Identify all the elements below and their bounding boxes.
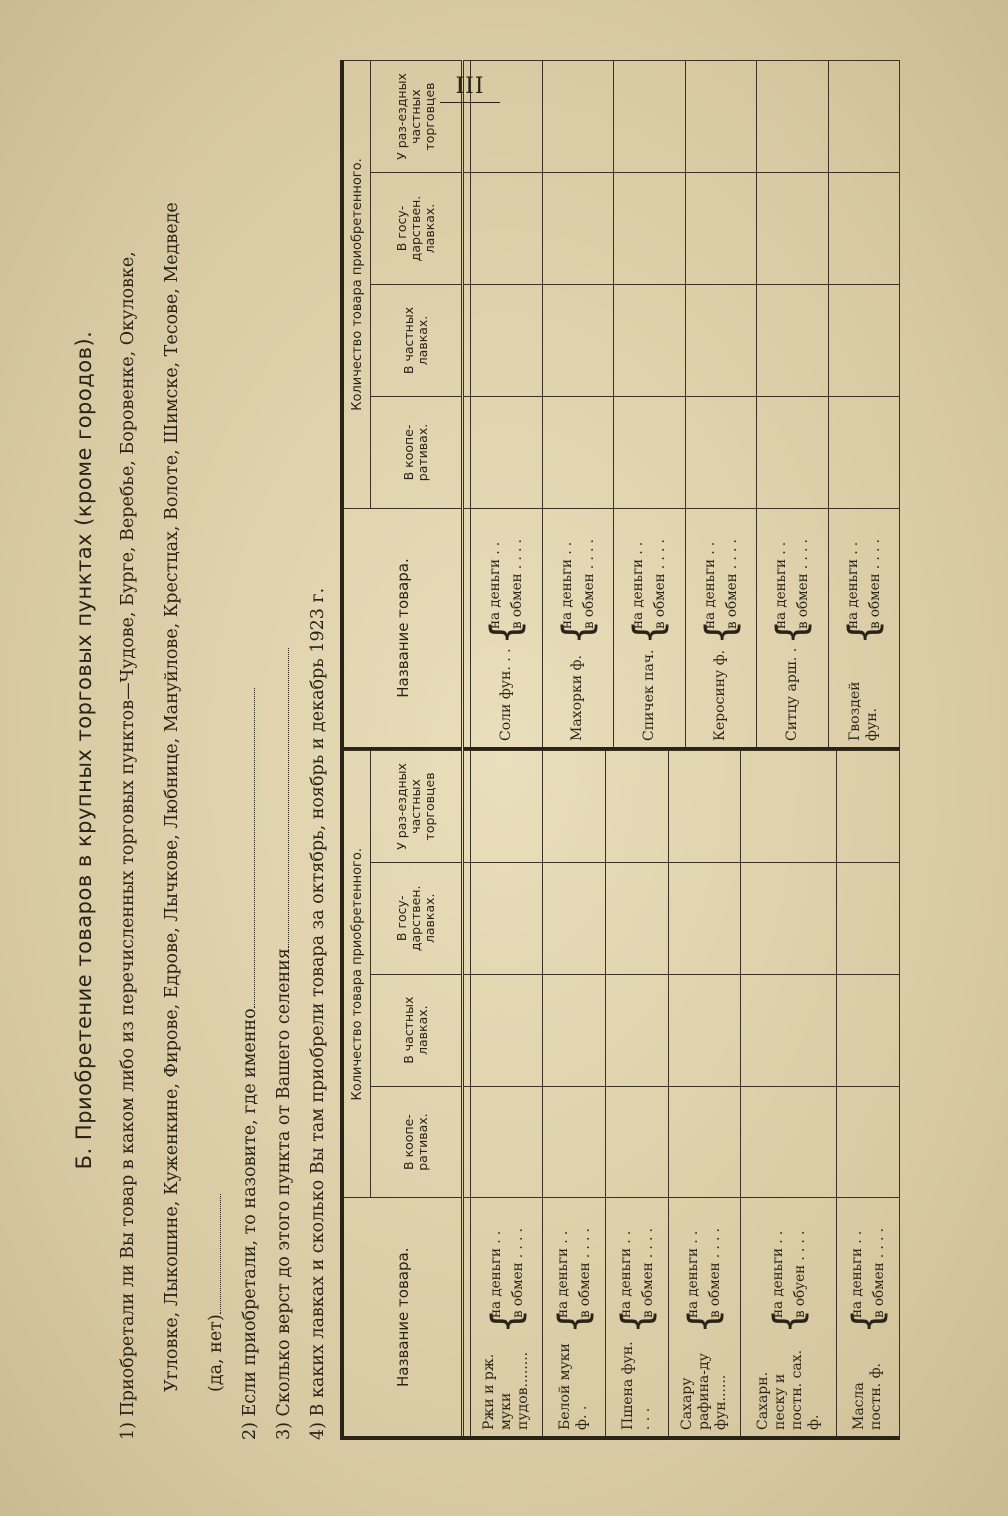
answer-blank[interactable]: [274, 648, 289, 948]
table-row: [741, 751, 837, 1439]
product-name: Спичек пач.: [640, 649, 657, 741]
product-name: Сахарн. песку и постн. сах. ф.: [754, 1349, 822, 1430]
header-coop: В коопе-ративах.: [371, 1086, 463, 1198]
cell-coop[interactable]: [542, 397, 614, 509]
option-money: на деньги . .: [558, 541, 575, 629]
cell-state[interactable]: [606, 862, 669, 974]
purchase-table-left: [340, 750, 900, 1440]
brace: {: [483, 619, 530, 645]
header-quantity: Количество товара приобретенного.: [342, 61, 371, 509]
cell-coop[interactable]: [471, 397, 543, 509]
cell-state[interactable]: [542, 173, 614, 285]
header-traveling: У раз-ездных частных торговцев: [371, 61, 463, 173]
question-2-text: 2) Если приобретали, то назовите, где именно: [240, 1008, 260, 1440]
option-exchange: в обмен . . . .: [509, 1228, 526, 1318]
question-4: 4) В каких лавках и сколько Вы там приобрели товара за октябрь, ноябрь и декабрь 1923 г.: [308, 587, 328, 1440]
cell-coop[interactable]: [757, 397, 829, 509]
cell-state[interactable]: [668, 862, 740, 974]
product-name: Керосину ф.: [712, 649, 729, 741]
cell-traveling[interactable]: [828, 61, 900, 173]
table-row: [685, 61, 757, 749]
cell-traveling[interactable]: [741, 751, 837, 863]
question-1-line-2: Угловке, Лыкошине, Куженкине, Фирове, Едрове, Лычкове, Любнице, Мануйлове, Крестцах, Волоте, Шимске, Тесове, Медведе: [162, 202, 182, 1392]
rotated-content: [70, 60, 930, 1440]
cell-state[interactable]: [614, 173, 686, 285]
table-row: [471, 751, 543, 1439]
product-name: Масла постн. ф.: [851, 1363, 885, 1430]
option-money: на деньги . .: [555, 1230, 572, 1318]
cell-private[interactable]: [837, 974, 900, 1086]
cell-coop[interactable]: [606, 1086, 669, 1198]
header-private: В частных лавках.: [371, 285, 463, 397]
option-exchange: в обмен . . . .: [652, 539, 669, 629]
product-name: Белой муки ф. .: [557, 1343, 591, 1430]
table-row: [757, 61, 829, 749]
cell-coop[interactable]: [685, 397, 757, 509]
option-money: на деньги . .: [685, 1230, 702, 1318]
cell-private[interactable]: [685, 285, 757, 397]
brace: {: [769, 619, 816, 645]
cell-state[interactable]: [828, 173, 900, 285]
answer-hint: (да, нет): [206, 1314, 226, 1392]
cell-traveling[interactable]: [471, 751, 543, 863]
product-name: Гвоздей фун.: [846, 681, 880, 741]
cell-state[interactable]: [757, 173, 829, 285]
question-2: [240, 60, 260, 1440]
option-exchange: в обмен . . . .: [795, 539, 812, 629]
header-state: В госу-дарствен. лавках.: [371, 173, 463, 285]
purchase-tables: [340, 60, 900, 1440]
header-name: Название товара.: [342, 509, 463, 749]
brace: {: [554, 619, 601, 645]
header-traveling: У раз-ездных частных торговцев: [371, 751, 463, 863]
brace: {: [613, 1308, 660, 1334]
brace: {: [483, 1308, 530, 1334]
cell-traveling[interactable]: [757, 61, 829, 173]
option-money: на деньги . .: [701, 541, 718, 629]
option-money: на деньги . .: [630, 541, 647, 629]
cell-coop[interactable]: [837, 1086, 900, 1198]
option-exchange: в обмен . . . .: [580, 539, 597, 629]
cell-private[interactable]: [828, 285, 900, 397]
cell-coop[interactable]: [471, 1086, 543, 1198]
cell-state[interactable]: [543, 862, 606, 974]
option-money: на деньги . .: [617, 1230, 634, 1318]
option-money: на деньги . .: [844, 541, 861, 629]
answer-blank[interactable]: [206, 1194, 221, 1314]
brace: {: [551, 1308, 598, 1334]
cell-traveling[interactable]: [543, 751, 606, 863]
table-row: [606, 751, 669, 1439]
brace: {: [626, 619, 673, 645]
header-coop: В коопе-ративах.: [371, 397, 463, 509]
product-name: Пшена фун. . . .: [619, 1341, 653, 1430]
table-row: [837, 751, 900, 1439]
brace: {: [765, 1308, 812, 1334]
product-name: Махорки ф.: [569, 655, 586, 741]
brace: {: [681, 1308, 728, 1334]
cell-traveling[interactable]: [685, 61, 757, 173]
cell-private[interactable]: [614, 285, 686, 397]
cell-private[interactable]: [542, 285, 614, 397]
table-row: [543, 751, 606, 1439]
cell-state[interactable]: [685, 173, 757, 285]
cell-private[interactable]: [471, 285, 543, 397]
header-state: В госу-дарствен. лавках.: [371, 862, 463, 974]
cell-coop[interactable]: [668, 1086, 740, 1198]
product-name: Ситцу арш. .: [783, 647, 800, 741]
product-name: Ржи и рж. муки пудов........: [481, 1351, 532, 1430]
option-exchange: в обмен . . . .: [509, 539, 526, 629]
option-exchange: в обмен . . . .: [577, 1228, 594, 1318]
cell-coop[interactable]: [543, 1086, 606, 1198]
table-row: [471, 61, 543, 749]
cell-traveling[interactable]: [668, 751, 740, 863]
section-heading: Б. Приобретение товаров в крупных торговых пунктах (кроме городов).: [72, 330, 96, 1170]
table-row: [542, 61, 614, 749]
cell-private[interactable]: [757, 285, 829, 397]
option-exchange: в обуен . . . .: [791, 1230, 808, 1318]
option-money: на деньги . .: [487, 1230, 504, 1318]
cell-coop[interactable]: [614, 397, 686, 509]
product-name: Сахару рафина-ду фун......: [678, 1353, 729, 1430]
cell-private[interactable]: [471, 974, 543, 1086]
option-money: на деньги . .: [773, 541, 790, 629]
answer-blank[interactable]: [240, 688, 255, 1008]
cell-coop[interactable]: [741, 1086, 837, 1198]
option-exchange: в обмен . . . .: [639, 1228, 656, 1318]
cell-state[interactable]: [837, 862, 900, 974]
question-1-line-1: 1) Приобретали ли Вы товар в каком либо из перечисленных торговых пунктов—Чудове, Бурге, Веребье, Боровенке, Окуловке,: [118, 251, 138, 1440]
table-row: [828, 61, 900, 749]
cell-traveling[interactable]: [471, 61, 543, 173]
option-exchange: в обмен . . . .: [866, 539, 883, 629]
cell-traveling[interactable]: [542, 61, 614, 173]
cell-traveling[interactable]: [837, 751, 900, 863]
option-exchange: в обмен . . . .: [707, 1228, 724, 1318]
option-exchange: в обмен . . . .: [723, 539, 740, 629]
cell-state[interactable]: [471, 862, 543, 974]
question-3: [274, 60, 294, 1440]
brace: {: [840, 619, 887, 645]
cell-state[interactable]: [471, 173, 543, 285]
cell-coop[interactable]: [828, 397, 900, 509]
brace: {: [845, 1308, 892, 1334]
header-name: Название товара.: [342, 1198, 463, 1438]
option-exchange: в обмен . . . .: [871, 1228, 888, 1318]
product-name: Соли фун. . .: [497, 648, 514, 741]
brace: {: [697, 619, 744, 645]
question-1-line-3: [206, 60, 226, 1440]
purchase-table-right: [340, 60, 900, 750]
option-money: на деньги . .: [487, 541, 504, 629]
page-number: III: [440, 74, 500, 103]
cell-traveling[interactable]: [614, 61, 686, 173]
cell-private[interactable]: [668, 974, 740, 1086]
header-quantity: Количество товара приобретенного.: [342, 751, 371, 1199]
cell-private[interactable]: [606, 974, 669, 1086]
table-row: [614, 61, 686, 749]
cell-private[interactable]: [543, 974, 606, 1086]
header-private: В частных лавках.: [371, 974, 463, 1086]
table-row: [668, 751, 740, 1439]
question-3-text: 3) Сколько верст до этого пункта от Вашего селения: [274, 948, 294, 1440]
option-money: на деньги . .: [769, 1230, 786, 1318]
option-money: на деньги . .: [849, 1230, 866, 1318]
cell-private[interactable]: [741, 974, 837, 1086]
cell-traveling[interactable]: [606, 751, 669, 863]
cell-state[interactable]: [741, 862, 837, 974]
